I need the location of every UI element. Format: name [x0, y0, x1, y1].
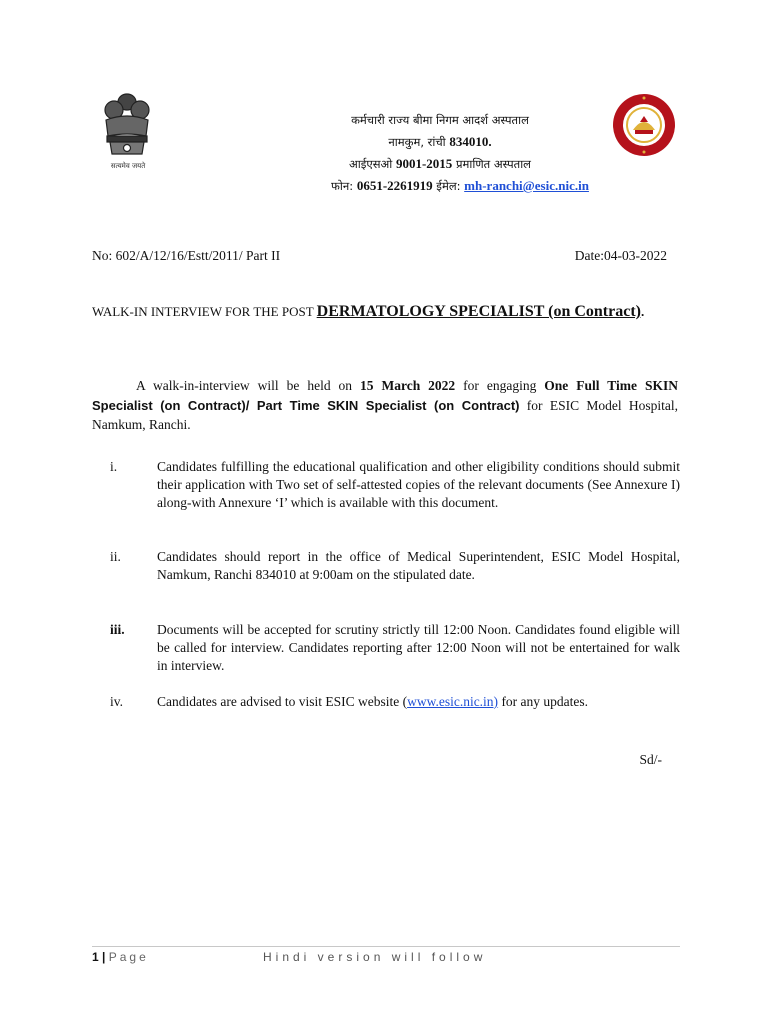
hospital-address	[260, 131, 620, 153]
phone-label: फोन:	[331, 179, 357, 193]
email-link[interactable]: mh-ranchi@esic.nic.in	[464, 178, 589, 193]
iso-line	[260, 153, 620, 175]
item-text: Candidates fulfilling the educational qualification and other eligibility conditions should submit their application with Two set of self-attested copies of the relevant documents (See Annexure I) along-with Annexure ‘I’ which is available with this document.	[157, 459, 680, 510]
intro-part3: for ESIC Model Hospital, Namkum, Ranchi.	[92, 397, 678, 432]
email-label: ईमेल:	[432, 179, 465, 193]
address-hindi: नामकुम, रांची	[388, 135, 450, 149]
iso-prefix: आईएसओ	[349, 157, 396, 171]
iso-number: 9001-2015	[395, 156, 453, 171]
item-text-after: for any updates.	[498, 694, 589, 709]
post-bold-1: One Full Time SKIN	[544, 378, 678, 393]
interview-date: 15 March 2022	[360, 378, 456, 393]
list-item	[92, 458, 680, 512]
notice-title	[92, 302, 682, 322]
signature: Sd/-	[639, 752, 662, 767]
item-number: i.	[110, 459, 118, 474]
pin-code: 834010.	[449, 134, 492, 149]
item-number: iii.	[110, 622, 125, 637]
footer-divider	[92, 946, 680, 947]
hospital-name-hindi: कर्मचारी राज्य बीमा निगम आदर्श अस्पताल	[351, 113, 529, 127]
title-prefix: WALK-IN INTERVIEW FOR THE POST	[92, 304, 317, 319]
esic-website-link[interactable]: www.esic.nic.in)	[407, 694, 499, 709]
iso-suffix: प्रमाणित अस्पताल	[452, 157, 531, 171]
item-text-before: Candidates are advised to visit ESIC website (	[157, 694, 408, 709]
item-text: Candidates should report in the office of Medical Superintendent, ESIC Model Hospital, Namkum, Ranchi 834010 at 9:00am on the stipulated date.	[157, 549, 680, 582]
item-number: iv.	[110, 694, 123, 709]
post-name: DERMATOLOGY SPECIALIST (on Contract)	[316, 303, 641, 320]
post-bold-2: Specialist (on Contract)/ Part Time SKIN Specialist (on Contract)	[92, 397, 520, 413]
document-date: Date:04-03-2022	[574, 248, 667, 263]
list-item	[92, 621, 680, 675]
page-separator: |	[98, 950, 109, 964]
intro-paragraph	[92, 376, 678, 435]
item-text: Documents will be accepted for scrutiny strictly till 12:00 Noon. Candidates found eligible will be called for interview. Candidates reporting after 12:00 Noon will not be entertained for walk in interview.	[157, 622, 680, 673]
phone-number: 0651-2261919	[356, 178, 433, 193]
title-suffix: .	[640, 304, 645, 319]
intro-part1: A walk-in-interview will be held on	[136, 378, 360, 393]
intro-part2: for engaging	[455, 378, 545, 393]
page-number: 1	[92, 950, 99, 964]
reference-number: No: 602/A/12/16/Estt/2011/ Part II	[92, 248, 281, 263]
list-item	[92, 548, 680, 584]
contact-line	[260, 175, 620, 197]
footer-note: Hindi version will follow	[263, 950, 487, 964]
list-item	[92, 693, 680, 711]
emblem-caption: सत्यमेव जयते	[110, 162, 146, 170]
item-text	[157, 693, 680, 711]
esic-logo-icon	[611, 92, 677, 158]
page-word: Page	[108, 950, 149, 964]
item-number: ii.	[110, 549, 121, 564]
hospital-header	[260, 110, 620, 197]
page-footer	[92, 950, 487, 964]
